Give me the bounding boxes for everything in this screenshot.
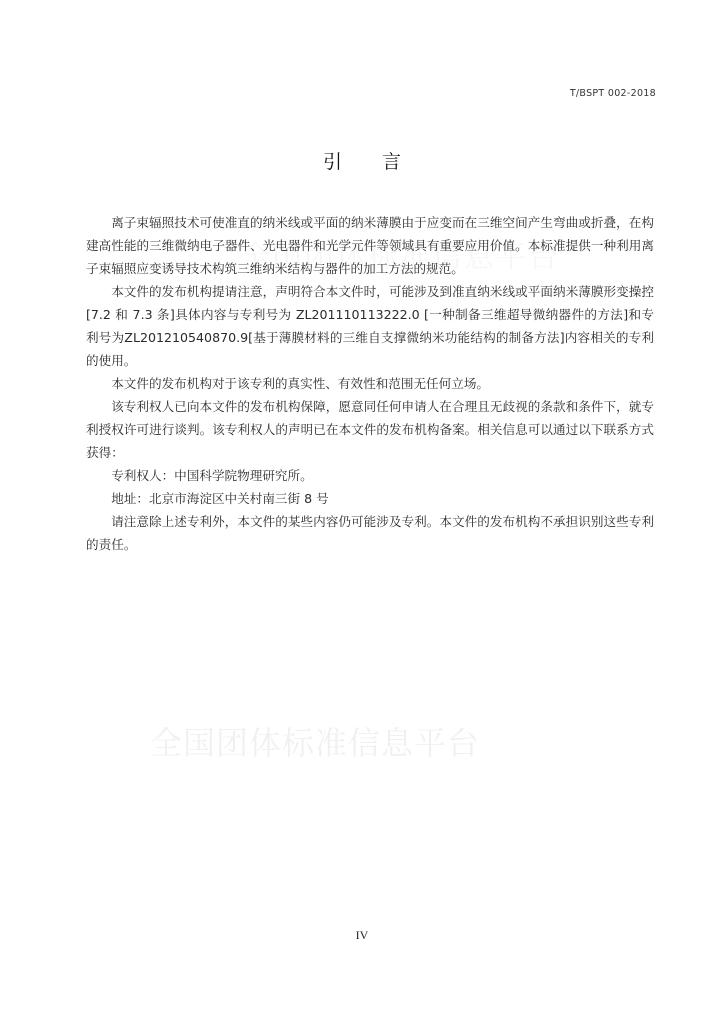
document-code: T/BSPT 002-2018	[569, 88, 656, 99]
paragraph-address: 地址：北京市海淀区中关村南三街 8 号	[111, 491, 329, 506]
page-number: IV	[355, 928, 369, 942]
section-title: 引言	[322, 151, 441, 173]
paragraph-position: 本文件的发布机构对于该专利的真实性、有效性和范围无任何立场。	[111, 376, 489, 391]
paragraph-intro: 离子束辐照技术可使准直的纳米线或平面的纳米薄膜由于应变而在三维空间产生弯曲或折叠，在构建高性能的三维微纳电子器件、光电器件和光学元件等领域具有重要应用价值。本标准提供一种利用离子束辐照应变诱导技术构筑三维纳米结构与器件的加工方法的规范。	[86, 215, 654, 276]
paragraph-disclaimer: 请注意除上述专利外，本文件的某些内容仍可能涉及专利。本文件的发布机构不承担识别这些专利的责任。	[86, 514, 654, 552]
body-text	[86, 211, 654, 556]
watermark-main: 全国团体标准信息平台	[150, 724, 481, 762]
paragraph-patent-holder: 专利权人：中国科学院物理研究所。	[111, 468, 313, 483]
paragraph-patent-notice: 本文件的发布机构提请注意，声明符合本文件时，可能涉及到准直纳米线或平面纳米薄膜形变操控[7.2 和 7.3 条]具体内容与专利号为 ZL201110113222.0 [一种制备三维超导微纳器件的方法]和专利号为ZL201210540870.9[基于薄膜材料的三维自支撑微纳米功能结构的制备方法]内容相关的专利的使用。	[86, 284, 654, 368]
paragraph-licensing: 该专利权人已向本文件的发布机构保障，愿意同任何申请人在合理且无歧视的条款和条件下，就专利授权许可进行谈判。该专利权人的声明已在本文件的发布机构备案。相关信息可以通过以下联系方式获得：	[86, 399, 654, 460]
